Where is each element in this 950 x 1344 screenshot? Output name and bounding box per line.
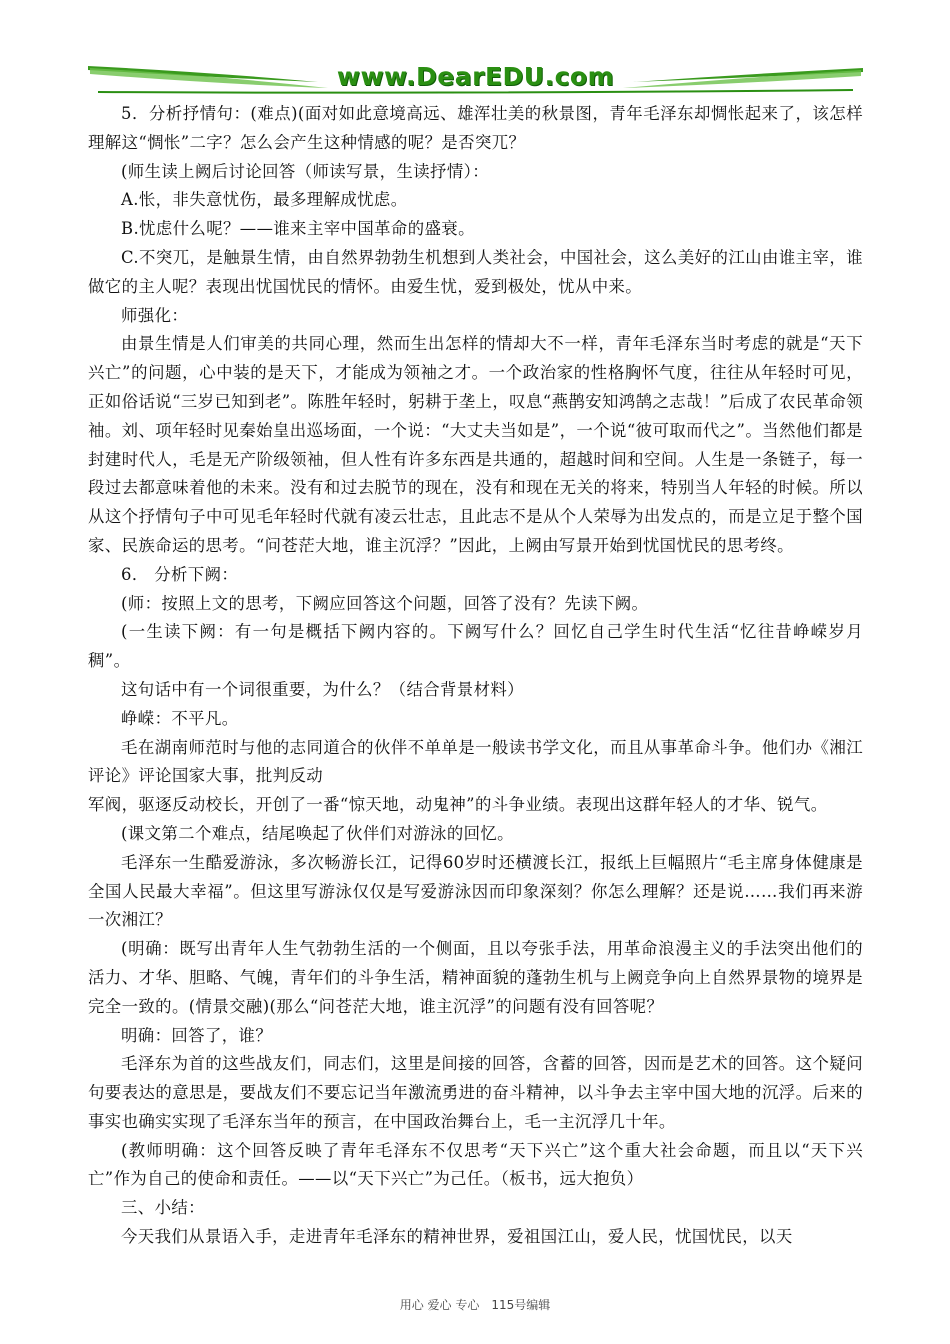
page-footer: 用心 爱心 专心 115号编辑 <box>399 1298 551 1312</box>
site-logo-text: www.DearEDU.com <box>336 62 615 91</box>
paragraph: B.忧虑什么呢？——谁来主宰中国革命的盛衰。 <box>121 219 475 239</box>
document-body <box>88 100 863 1252</box>
paragraph: 6． 分析下阙： <box>121 564 239 584</box>
paragraph: (师生读上阙后讨论回答（师读写景，生读抒情）： <box>121 161 489 181</box>
paragraph: 由景生情是人们审美的共同心理，然而生出怎样的情却大不一样，青年毛泽东当时考虑的就是“天下兴亡”的问题，心中装的是天下，才能成为领袖之才。一个政治家的性格胸怀气度，往往从年轻时可见，正如俗话说“三岁已知到老”。陈胜年轻时，躬耕于垄上，叹息“燕鹊安知鸿鹄之志哉！”后成了农民革命领袖。刘、项年轻时见秦始皇出巡场面，一个说：“大丈夫当如是”，一个说“彼可取而代之”。当然他们都是封建时代人，毛是无产阶级领袖，但人性有许多东西是共通的，超越时间和空间。人生是一条链子，每一段过去都意味着他的未来。没有和过去脱节的现在，没有和现在无关的将来，特别当人年轻的时候。所以从这个抒情句子中可见毛年轻时代就有凌云壮志，且此志不是从个人荣辱为出发点的，而是立足于整个国家、民族命运的思考。“问苍茫大地，谁主沉浮？”因此，上阙由写景开始到忧国忧民的思考终。 <box>88 334 863 555</box>
site-header <box>88 58 863 98</box>
paragraph: (明确：既写出青年人生气勃勃生活的一个侧面，且以夸张手法，用革命浪漫主义的手法突出他们的活力、才华、胆略、气魄，青年们的斗争生活，精神面貌的蓬勃生机与上阙竞争向上自然界景物的境界是完全一致的。(情景交融)(那么“问苍茫大地，谁主沉浮”的问题有没有回答呢？ <box>88 939 863 1016</box>
paragraph: A.怅，非失意忧伤，最多理解成忧虑。 <box>121 190 408 210</box>
paragraph: 军阀，驱逐反动校长，开创了一番“惊天地，动鬼神”的斗争业绩。表现出这群年轻人的才华、锐气。 <box>88 795 828 815</box>
paragraph: (课文第二个难点，结尾唤起了伙伴们对游泳的回忆。 <box>121 823 514 843</box>
paragraph: 师强化： <box>121 305 189 325</box>
paragraph: 今天我们从景语入手，走进青年毛泽东的精神世界，爱祖国江山，爱人民，忧国忧民，以天 <box>121 1227 793 1247</box>
paragraph: (师：按照上文的思考，下阙应回答这个问题，回答了没有？先读下阙。 <box>121 593 649 613</box>
paragraph: 5．分析抒情句：(难点)(面对如此意境高远、雄浑壮美的秋景图，青年毛泽东却惆怅起来了，该怎样理解这“惆怅”二字？怎么会产生这种情感的呢？是否突兀？ <box>88 104 863 152</box>
paragraph: 明确：回答了，谁？ <box>121 1025 273 1045</box>
paragraph: 三、小结： <box>121 1198 205 1218</box>
paragraph: 毛泽东一生酷爱游泳，多次畅游长江，记得60岁时还横渡长江，报纸上巨幅照片“毛主席身体健康是全国人民最大幸福”。但这里写游泳仅仅是写爱游泳因而印象深刻？你怎么理解？还是说……我们再来游一次湘江？ <box>88 852 863 930</box>
paragraph: 毛在湖南师范时与他的志同道合的伙伴不单单是一般读书学文化，而且从事革命斗争。他们办《湘江评论》评论国家大事，批判反动 <box>88 737 863 786</box>
paragraph: C.不突兀，是触景生情，由自然界勃勃生机想到人类社会，中国社会，这么美好的江山由谁主宰，谁做它的主人呢？表现出忧国忧民的情怀。由爱生忧，爱到极处，忧从中来。 <box>88 247 863 296</box>
paragraph: 这句话中有一个词很重要，为什么？（结合背景材料） <box>121 679 524 699</box>
paragraph: (一生读下阙：有一句是概括下阙内容的。下阙写什么？回忆自己学生时代生活“忆往昔峥嵘岁月稠”。 <box>88 622 863 671</box>
paragraph: 峥嵘：不平凡。 <box>121 708 239 728</box>
paragraph: (教师明确：这个回答反映了青年毛泽东不仅思考“天下兴亡”这个重大社会命题，而且以“天下兴亡”作为自己的使命和责任。——以“天下兴亡”为己任。（板书，远大抱负） <box>88 1140 863 1189</box>
paragraph: 毛泽东为首的这些战友们，同志们，这里是间接的回答，含蓄的回答，因而是艺术的回答。这个疑问句要表达的意思是，要战友们不要忘记当年激流勇进的奋斗精神，以斗争去主宰中国大地的沉浮。后来的事实也确实实现了毛泽东当年的预言，在中国政治舞台上，毛一主沉浮几十年。 <box>88 1054 863 1131</box>
